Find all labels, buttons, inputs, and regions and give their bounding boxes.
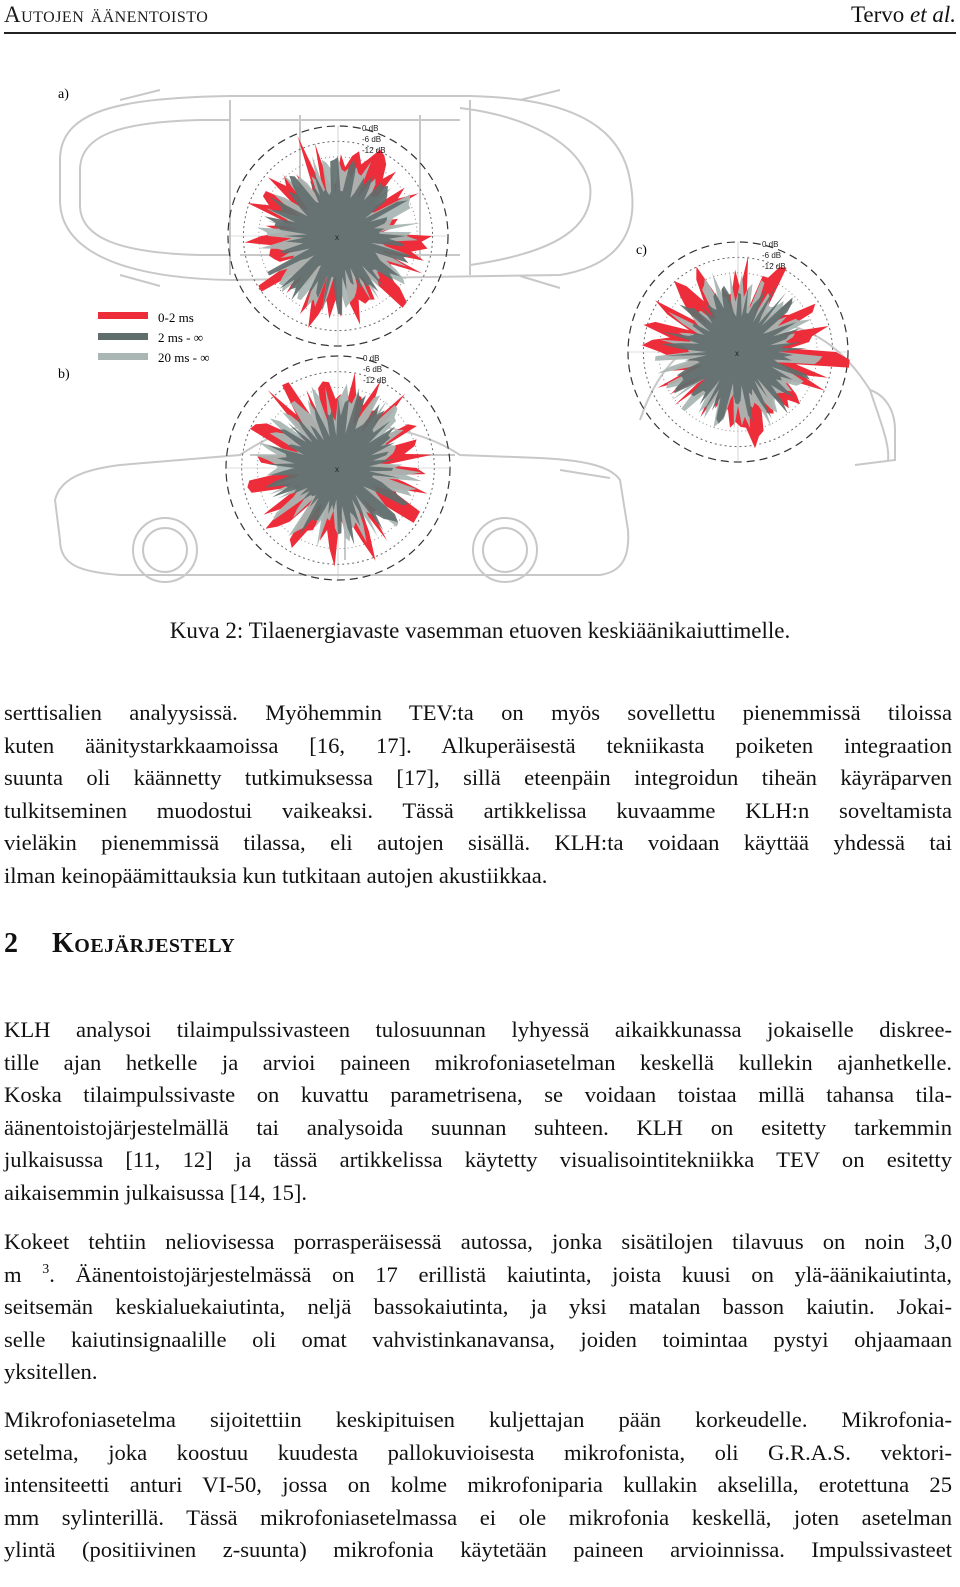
center-mark: x [335,465,339,474]
author-name: Tervo [850,2,905,27]
db-label: 0 dB [363,354,380,363]
db-label: 0 dB [762,240,779,249]
p2-line: KLH analysoi tilaimpulssivasteen tulosuunnan lyhyessä aikaikkunassa jokaiselle diskree- [4,1017,952,1042]
panel-label-c: c) [636,243,647,258]
p2-line: julkaisussa [11, 12] ja tässä artikkelissa käytetty visualisointitekniikka TEV on esitetty [4,1147,952,1173]
p3-line: yksitellen. [4,1359,98,1385]
p3-unit: m [4,1261,22,1287]
p2-line: Koska tilaimpulssivaste on kuvattu parametrisena, se voidaan toistaa millä tahansa tila- [4,1082,952,1108]
legend [98,310,210,365]
figure-spatial-energy-response [0,60,960,620]
running-header [4,0,956,34]
panel-label-a: a) [58,87,69,102]
p4-line: setelma, joka koostuu kuudesta pallokuvioisesta mikrofonista, oli G.R.A.S. vektori- [4,1439,952,1465]
db-label: -12 dB [762,262,786,271]
legend-swatch-2ms-inf [98,333,148,340]
legend-swatch-20ms-inf [98,353,148,360]
p3-superscript: 3 [42,1261,50,1277]
db-label: -6 dB [363,365,383,374]
p3-line: selle kaiutinsignaalille oli omat vahvistinkanavansa, joiden toimintaa pystyi ohjaamaan [4,1326,952,1352]
section-heading [4,928,235,960]
p2-line: aikaisemmin julkaisussa [14, 15]. [4,1179,308,1205]
db-label: -12 dB [362,146,386,155]
legend-label-2ms-inf: 2 ms - ∞ [158,330,204,345]
db-label: -6 dB [762,251,782,260]
legend-label-0-2ms: 0-2 ms [158,310,194,325]
p1-line: ilman keinopäämittauksia kun tutkitaan autojen akustiikkaa. [4,862,548,888]
polar-plot-a [228,124,448,346]
p3-line: seitsemän keskialuekaiutinta, neljä bassokaiutinta, ja yksi matalan basson kaiutin. Jokai- [4,1294,952,1320]
paragraph-4 [4,1404,952,1567]
legend-label-20ms-inf: 20 ms - ∞ [158,350,210,365]
author-etal: et al. [910,2,956,27]
p1-line: serttisalien analyysissä. Myöhemmin TEV:ta on myös sovellettu pienemmissä tiloissa [4,700,952,725]
section-title: Koejärjestely [52,928,236,959]
paragraph-3 [4,1226,952,1389]
p4-line: ylintä (positiivinen z-suunta) mikrofonia käytetään paineen arvioinnissa. Impulssivasteet [4,1537,952,1563]
p1-line: vieläkin pienemmissä tilassa, eli autojen sisällä. KLH:ta voidaan käyttää yhdessä tai [4,830,952,856]
figure-canvas [0,60,960,620]
p3-line [4,1259,952,1292]
center-mark: x [335,233,339,242]
polar-plot-b [226,354,450,580]
legend-swatch-0-2ms [98,312,148,319]
figure-caption: Kuva 2: Tilaenergiavaste vasemman etuoven keskiäänikaiuttimelle. [169,618,791,643]
p3-line: Kokeet tehtiin neliovisessa porrasperäisessä autossa, jonka sisätilojen tilavuus on noin 3,0 [4,1229,952,1254]
p4-line: Mikrofoniasetelma sijoitettiin keskipituisen kuljettajan pään korkeudelle. Mikrofonia- [4,1407,952,1432]
p2-line: tille ajan hetkelle ja arvioi paineen mikrofoniasetelman keskellä kullekin ajanhetkelle. [4,1049,952,1075]
paragraph-1 [4,697,952,893]
paragraph-2 [4,1014,952,1210]
p1-line: tulkitseminen muodostui vaikeaksi. Tässä artikkelissa kuvaamme KLH:n soveltamista [4,797,952,823]
db-label: -6 dB [362,135,382,144]
db-label: -12 dB [363,376,387,385]
p1-line: kuten äänitystarkkaamoissa [16, 17]. Alkuperäisestä tekniikasta poiketen integraation [4,732,952,758]
polar-plot-c [628,240,850,462]
center-mark: x [735,349,739,358]
p4-line: mm sylinterillä. Tässä mikrofoniasetelmassa ei ole mikrofonia keskellä, joten asetelman [4,1504,952,1530]
db-label: 0 dB [362,124,379,133]
p1-line: suunta oli käännetty tutkimuksessa [17], sillä eteenpäin integroidun tiheän käyräparven [4,765,952,791]
running-title: Autojen äänentoisto [4,2,209,27]
panel-label-b: b) [58,367,70,382]
p3-text: . Äänentoistojärjestelmässä on 17 erillistä kaiutinta, joista kuusi on ylä-äänikaiutinta, [49,1261,952,1287]
p2-line: äänentoistojärjestelmällä tai analysoida suunnan suhteen. KLH on esitetty tarkemmin [4,1114,952,1140]
p4-line: intensiteetti anturi VI-50, jossa on kolme mikrofoniparia kullakin akselilla, erotettuna 25 [4,1472,952,1498]
author-line [851,2,956,28]
section-number: 2 [4,928,19,959]
